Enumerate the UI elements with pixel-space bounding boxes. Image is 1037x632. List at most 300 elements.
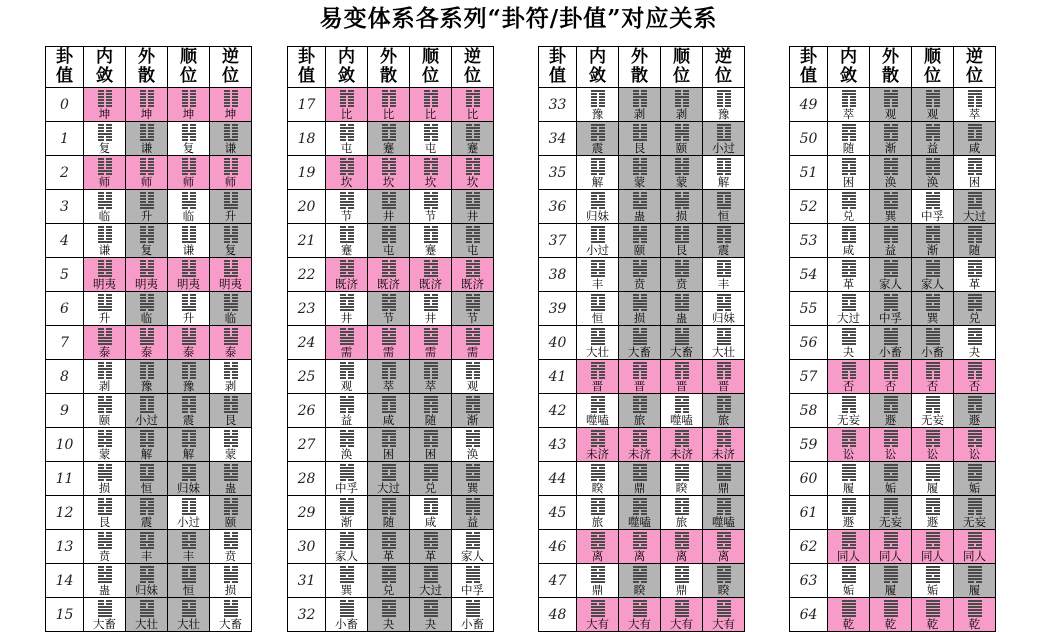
yin-line (224, 399, 238, 401)
hexagram-value: 15 (46, 598, 84, 632)
hexagram-name: 井 (382, 209, 395, 223)
hexagram-name: 恒 (591, 311, 604, 325)
yang-line (466, 535, 480, 537)
hexagram-symbol-icon (140, 294, 154, 311)
hexagram-name: 大壮 (177, 617, 200, 631)
yang-line (382, 331, 396, 333)
yin-line (633, 433, 647, 435)
hexagram-cell (410, 156, 452, 190)
yang-line (842, 331, 856, 333)
hexagram-cell (168, 462, 210, 496)
hexagram-name: 泰 (140, 345, 153, 359)
yin-line (591, 229, 605, 231)
hexagram-value: 55 (790, 292, 828, 326)
yin-line (424, 606, 438, 608)
yang-line (340, 578, 354, 580)
yin-line (340, 507, 354, 509)
hexagram-symbol-icon (182, 498, 196, 515)
hexagram-cell (954, 122, 996, 156)
hexagram-cell (410, 530, 452, 564)
hexagram-cell (84, 394, 126, 428)
hexagram-symbol-icon (340, 294, 354, 311)
yin-line (884, 294, 898, 296)
yang-line (466, 470, 480, 472)
yang-line (591, 158, 605, 160)
yin-line (98, 331, 112, 333)
yin-line (382, 510, 396, 512)
hexagram-cell (912, 462, 954, 496)
hexagram-symbol-icon (717, 430, 731, 447)
hexagram-symbol-icon (968, 90, 982, 107)
yang-line (591, 226, 605, 228)
yang-line (968, 507, 982, 509)
hexagram-value: 58 (790, 394, 828, 428)
hexagram-symbol-icon (591, 260, 605, 277)
hexagram-value: 50 (790, 122, 828, 156)
yin-line (466, 362, 480, 364)
hexagram-name: 巽 (340, 583, 353, 597)
hexagram-cell (870, 360, 912, 394)
table-row (288, 496, 494, 530)
hexagram-cell (452, 564, 494, 598)
header-row (46, 47, 252, 88)
hexagram-value: 37 (539, 224, 577, 258)
hexagram-cell (870, 88, 912, 122)
yang-line (717, 158, 731, 160)
hexagram-cell (84, 258, 126, 292)
yin-line (382, 164, 396, 166)
yang-line (633, 204, 647, 206)
yang-line (98, 340, 112, 342)
yang-line (968, 578, 982, 580)
hexagram-name: 涣 (926, 175, 939, 189)
hexagram-name: 随 (968, 243, 981, 257)
hexagram-symbol-icon (591, 328, 605, 345)
hexagram-value: 56 (790, 326, 828, 360)
yang-line (224, 436, 238, 438)
yang-line (340, 504, 354, 506)
yin-line (98, 158, 112, 160)
hexagram-cell (870, 564, 912, 598)
yin-line (591, 433, 605, 435)
yang-line (424, 566, 438, 568)
hexagram-name: 履 (926, 481, 939, 495)
yang-line (842, 538, 856, 540)
yin-line (140, 238, 154, 240)
yang-line (926, 538, 940, 540)
yang-line (884, 195, 898, 197)
hexagram-symbol-icon (884, 90, 898, 107)
hexagram-cell (619, 88, 661, 122)
column-header: 内敛 (577, 47, 619, 88)
hexagram-name: 损 (633, 311, 646, 325)
yin-line (884, 102, 898, 104)
yin-line (968, 272, 982, 274)
yang-line (382, 399, 396, 401)
yin-line (140, 102, 154, 104)
yin-line (340, 294, 354, 296)
hexagram-cell (870, 190, 912, 224)
yin-line (842, 167, 856, 169)
yin-line (140, 470, 154, 472)
yin-line (98, 501, 112, 503)
yang-line (633, 334, 647, 336)
yang-line (466, 368, 480, 370)
yin-line (140, 232, 154, 234)
hexagram-name: 坤 (98, 107, 111, 121)
yang-line (842, 532, 856, 534)
hexagram-cell (326, 292, 368, 326)
yin-line (633, 127, 647, 129)
column-header: 内敛 (326, 47, 368, 88)
yin-line (140, 127, 154, 129)
yin-line (340, 408, 354, 410)
yin-line (675, 102, 689, 104)
hexagram-symbol-icon (424, 600, 438, 617)
yin-line (340, 371, 354, 373)
yin-line (340, 96, 354, 98)
hexagram-name: 颐 (633, 243, 646, 257)
yang-line (98, 470, 112, 472)
yin-line (466, 201, 480, 203)
yang-line (968, 402, 982, 404)
header-row (288, 47, 494, 88)
yang-line (842, 430, 856, 432)
hexagram-cell (703, 122, 745, 156)
hexagram-cell (661, 564, 703, 598)
yang-line (340, 467, 354, 469)
hexagram-symbol-icon (140, 532, 154, 549)
table-row (46, 156, 252, 190)
hexagram-symbol-icon (926, 600, 940, 617)
table-row (539, 462, 745, 496)
yang-line (884, 229, 898, 231)
yang-line (842, 204, 856, 206)
hexagram-cell (452, 428, 494, 462)
hexagram-value: 46 (539, 530, 577, 564)
hexagram-name: 艮 (675, 243, 688, 257)
hexagram-cell (619, 496, 661, 530)
hexagram-name: 蒙 (224, 447, 237, 461)
yin-line (633, 510, 647, 512)
hexagram-cell (661, 258, 703, 292)
hexagram-cell (870, 326, 912, 360)
yin-line (466, 396, 480, 398)
table-row (288, 88, 494, 122)
hexagram-value: 42 (539, 394, 577, 428)
yang-line (140, 498, 154, 500)
yin-line (675, 124, 689, 126)
hexagram-symbol-icon (675, 532, 689, 549)
hexagram-symbol-icon (382, 396, 396, 413)
table-row (288, 394, 494, 428)
yin-line (424, 266, 438, 268)
yang-line (675, 164, 689, 166)
yin-line (140, 99, 154, 101)
yin-line (224, 158, 238, 160)
yin-line (382, 124, 396, 126)
hexagram-symbol-icon (968, 260, 982, 277)
hexagram-name: 大过 (963, 209, 986, 223)
hexagram-cell (210, 564, 252, 598)
yang-line (140, 578, 154, 580)
yang-line (591, 473, 605, 475)
yang-line (884, 569, 898, 571)
hexagram-symbol-icon (340, 396, 354, 413)
yang-line (591, 612, 605, 614)
hexagram-name: 需 (382, 345, 395, 359)
yang-line (884, 606, 898, 608)
yang-line (717, 90, 731, 92)
yang-line (842, 337, 856, 339)
hexagram-name: 节 (466, 311, 479, 325)
yin-line (98, 300, 112, 302)
hexagram-cell (410, 564, 452, 598)
yin-line (926, 510, 940, 512)
yin-line (140, 331, 154, 333)
yin-line (633, 201, 647, 203)
hexagram-name: 艮 (224, 413, 237, 427)
hexagram-name: 咸 (424, 515, 437, 529)
yang-line (968, 566, 982, 568)
hexagram-cell (168, 88, 210, 122)
hexagram-name: 乾 (842, 617, 855, 631)
hexagram-name: 无妄 (837, 413, 860, 427)
yin-line (717, 99, 731, 101)
yin-line (591, 272, 605, 274)
hexagram-name: 巽 (926, 311, 939, 325)
yin-line (884, 192, 898, 194)
hexagram-cell (954, 428, 996, 462)
yang-line (591, 566, 605, 568)
yin-line (140, 405, 154, 407)
hexagram-symbol-icon (675, 90, 689, 107)
hexagram-name: 井 (424, 311, 437, 325)
yin-line (140, 198, 154, 200)
hexagram-value: 11 (46, 462, 84, 496)
yin-line (424, 371, 438, 373)
hexagram-symbol-icon (842, 498, 856, 515)
yang-line (842, 362, 856, 364)
hexagram-value: 23 (288, 292, 326, 326)
hexagram-name: 随 (382, 515, 395, 529)
yin-line (842, 510, 856, 512)
hexagram-name: 蹇 (340, 243, 353, 257)
hexagram-cell (870, 156, 912, 190)
table-row (790, 462, 996, 496)
yin-line (842, 371, 856, 373)
hexagram-symbol-icon (717, 124, 731, 141)
yin-line (98, 192, 112, 194)
hexagram-symbol-icon (340, 532, 354, 549)
yin-line (591, 195, 605, 197)
yin-line (842, 575, 856, 577)
hexagram-value: 51 (790, 156, 828, 190)
hexagram-cell (577, 394, 619, 428)
yang-line (842, 396, 856, 398)
hexagram-name: 遯 (884, 413, 897, 427)
yang-line (98, 170, 112, 172)
yang-line (633, 303, 647, 305)
yin-line (675, 328, 689, 330)
yin-line (182, 507, 196, 509)
hexagram-name: 小畜 (921, 345, 944, 359)
hexagram-name: 巽 (466, 481, 479, 495)
yang-line (340, 473, 354, 475)
yang-line (968, 470, 982, 472)
yin-line (224, 467, 238, 469)
hexagram-name: 困 (842, 175, 855, 189)
hexagram-cell (126, 224, 168, 258)
yang-line (842, 566, 856, 568)
hexagram-name: 需 (466, 345, 479, 359)
yang-line (466, 306, 480, 308)
yang-line (424, 195, 438, 197)
yang-line (717, 541, 731, 543)
yin-line (98, 90, 112, 92)
hexagram-symbol-icon (140, 158, 154, 175)
yin-line (182, 96, 196, 98)
hexagram-name: 蹇 (424, 243, 437, 257)
hexagram-name: 归妹 (177, 481, 200, 495)
yin-line (842, 238, 856, 240)
table-row (46, 530, 252, 564)
yin-line (717, 201, 731, 203)
yin-line (424, 232, 438, 234)
yin-line (466, 371, 480, 373)
hexagram-symbol-icon (340, 192, 354, 209)
yin-line (424, 192, 438, 194)
yang-line (842, 476, 856, 478)
yang-line (926, 396, 940, 398)
hexagram-value: 18 (288, 122, 326, 156)
yin-line (98, 263, 112, 265)
yin-line (466, 164, 480, 166)
yin-line (182, 167, 196, 169)
yang-line (717, 396, 731, 398)
yang-line (884, 572, 898, 574)
yang-line (633, 572, 647, 574)
yang-line (842, 578, 856, 580)
hexagram-symbol-icon (884, 294, 898, 311)
yang-line (633, 600, 647, 602)
yin-line (182, 127, 196, 129)
hexagram-symbol-icon (382, 464, 396, 481)
table-row (288, 462, 494, 496)
yin-line (926, 294, 940, 296)
hexagram-name: 噬嗑 (586, 413, 609, 427)
yin-line (466, 473, 480, 475)
yin-line (98, 167, 112, 169)
yin-line (182, 90, 196, 92)
yang-line (466, 572, 480, 574)
yin-line (182, 93, 196, 95)
hexagram-name: 中孚 (335, 481, 358, 495)
hexagram-cell (368, 360, 410, 394)
hexagram-value: 5 (46, 258, 84, 292)
yang-line (340, 538, 354, 540)
hexagram-value: 57 (790, 360, 828, 394)
hexagram-cell (168, 224, 210, 258)
yin-line (340, 124, 354, 126)
yang-line (968, 538, 982, 540)
hexagram-symbol-icon (717, 498, 731, 515)
table-row (288, 292, 494, 326)
hexagram-symbol-icon (926, 328, 940, 345)
hexagram-name: 益 (884, 243, 897, 257)
hexagram-symbol-icon (140, 430, 154, 447)
yin-line (182, 294, 196, 296)
yang-line (968, 192, 982, 194)
hexagram-symbol-icon (591, 600, 605, 617)
hexagram-name: 恒 (717, 209, 730, 223)
hexagram-name: 益 (926, 141, 939, 155)
hexagram-symbol-icon (884, 396, 898, 413)
hexagram-cell (619, 224, 661, 258)
yang-line (340, 170, 354, 172)
yang-line (382, 464, 396, 466)
yang-line (842, 541, 856, 543)
hexagram-symbol-icon (884, 430, 898, 447)
yin-line (182, 300, 196, 302)
hexagram-name: 遯 (842, 515, 855, 529)
hexagram-cell (126, 394, 168, 428)
yin-line (717, 164, 731, 166)
hexagram-name: 旅 (591, 515, 604, 529)
hexagram-symbol-icon (98, 600, 112, 617)
yin-line (140, 535, 154, 537)
hexagram-cell (619, 428, 661, 462)
hexagram-cell (828, 122, 870, 156)
yin-line (884, 99, 898, 101)
hexagram-symbol-icon (424, 362, 438, 379)
yin-line (98, 294, 112, 296)
yang-line (675, 201, 689, 203)
hexagram-value: 29 (288, 496, 326, 530)
yin-line (340, 266, 354, 268)
yin-line (182, 136, 196, 138)
yang-line (717, 430, 731, 432)
yang-line (140, 396, 154, 398)
yin-line (466, 232, 480, 234)
hexagram-symbol-icon (633, 498, 647, 515)
hexagram-symbol-icon (98, 464, 112, 481)
hexagram-symbol-icon (968, 192, 982, 209)
hexagram-cell (168, 190, 210, 224)
hexagram-cell (210, 394, 252, 428)
yang-line (382, 476, 396, 478)
yang-line (224, 235, 238, 237)
hexagram-value: 12 (46, 496, 84, 530)
yang-line (842, 402, 856, 404)
yin-line (182, 334, 196, 336)
yang-line (968, 297, 982, 299)
hexagram-name: 讼 (842, 447, 855, 461)
yang-line (717, 362, 731, 364)
hexagram-name: 蛊 (633, 209, 646, 223)
yin-line (675, 544, 689, 546)
hexagram-name: 困 (382, 447, 395, 461)
table-block-2 (287, 46, 494, 632)
hexagram-cell (912, 530, 954, 564)
hexagram-name: 同人 (837, 549, 860, 563)
hexagram-name: 小过 (135, 413, 158, 427)
yang-line (717, 442, 731, 444)
hexagram-cell (661, 224, 703, 258)
yang-line (340, 127, 354, 129)
yin-line (382, 408, 396, 410)
hexagram-symbol-icon (182, 90, 196, 107)
